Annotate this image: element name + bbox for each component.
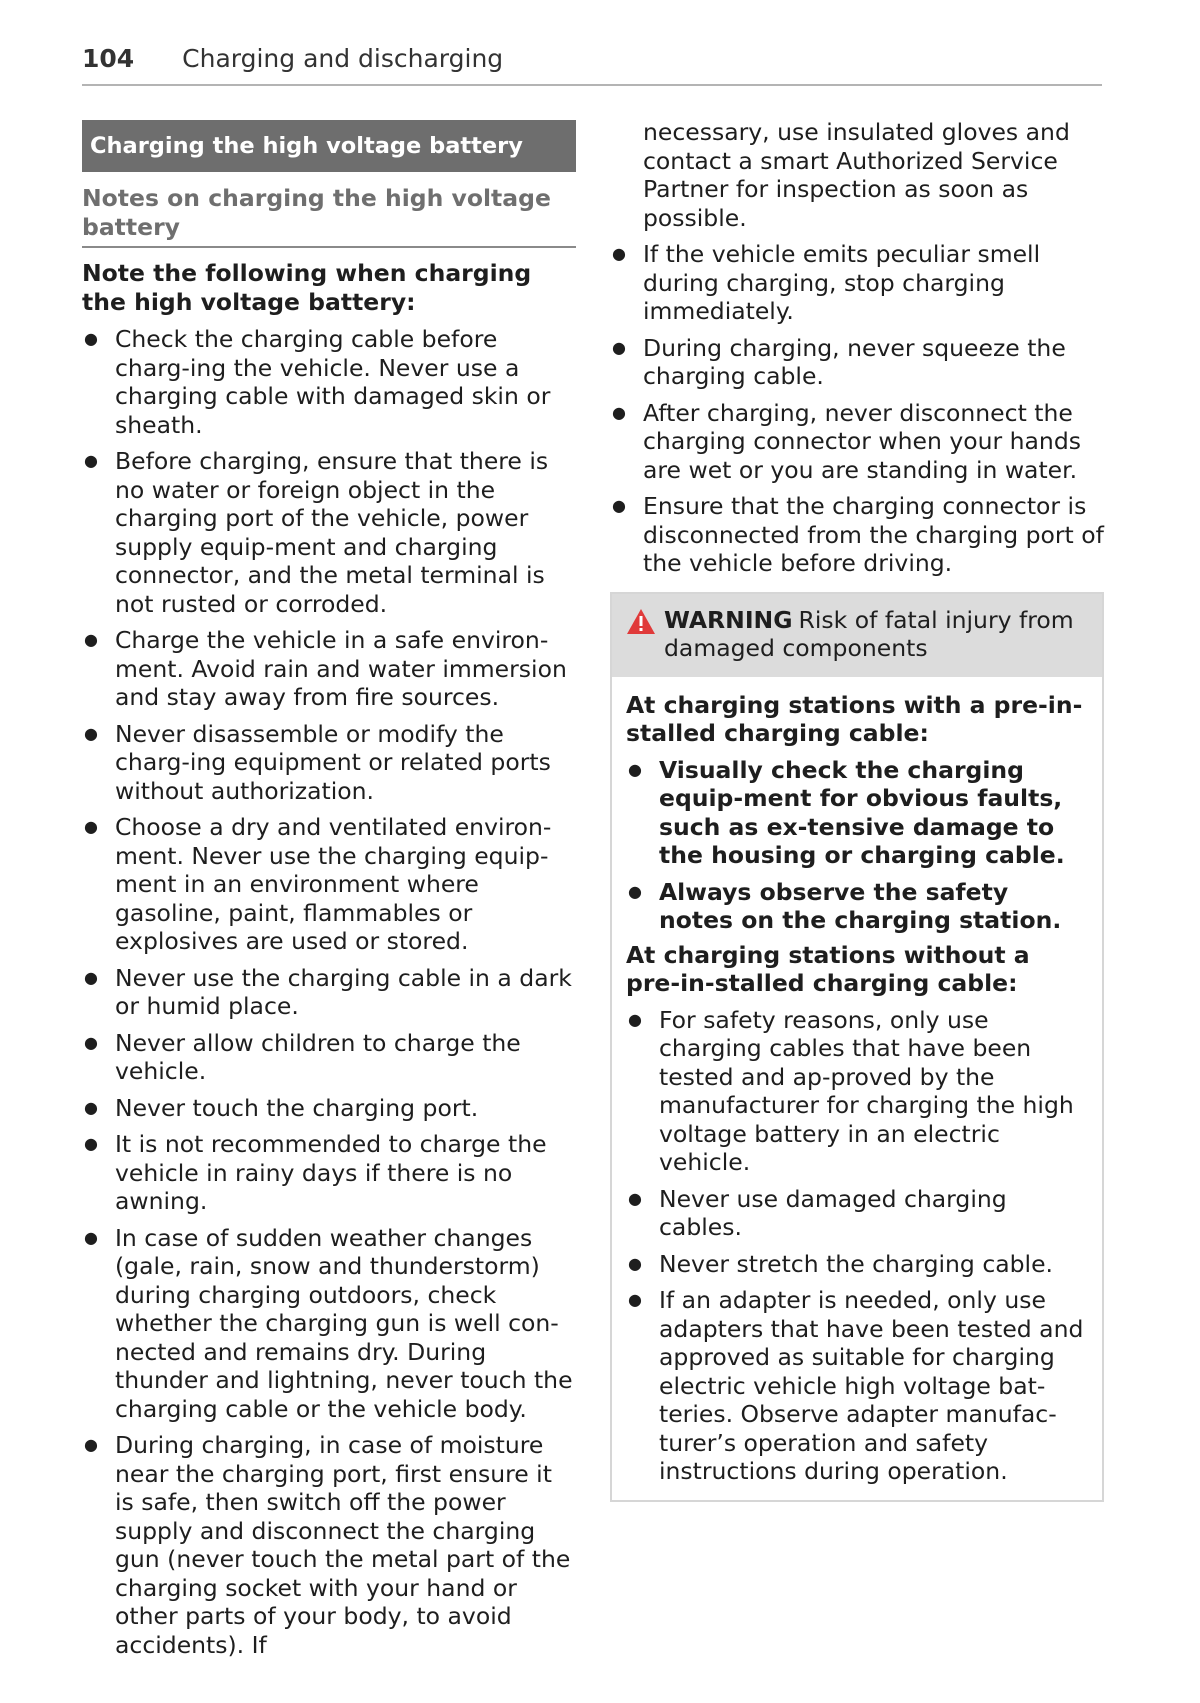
list-item: ● Charge the vehicle in a safe environ-ment. Avoid rain and water immersion and stay away from fire sources. bbox=[82, 626, 576, 712]
list-item: ● Ensure that the charging connector is disconnected from the charging port of the vehicle before driving. bbox=[610, 492, 1104, 578]
warning-list-1 bbox=[626, 756, 1088, 935]
list-item: ● Always observe the safety notes on the charging station. bbox=[626, 878, 1088, 935]
list-item: ● After charging, never disconnect the charging connector when your hands are wet or you are standing in water. bbox=[610, 399, 1104, 485]
list-item: ● If the vehicle emits peculiar smell during charging, stop charging immediately. bbox=[610, 240, 1104, 326]
warning-list-2 bbox=[626, 1006, 1088, 1486]
continued-text: necessary, use insulated gloves and contact a smart Authorized Service Partner for inspection as soon as possible. bbox=[643, 118, 1070, 232]
list-item: ● Never use damaged charging cables. bbox=[626, 1185, 1088, 1242]
chapter-title: Charging and discharging bbox=[182, 44, 504, 73]
list-item: ● During charging, never squeeze the charging cable. bbox=[610, 334, 1104, 391]
warning-subheading: At charging stations with a pre-in-stalled charging cable: bbox=[626, 690, 1083, 747]
warning-header bbox=[612, 594, 1102, 677]
page-header bbox=[82, 44, 1102, 86]
list-item: ● If an adapter is needed, only use adapters that have been tested and approved as suitable for charging electric vehicle high voltage bat-teries. Observe adapter manufac-turer’s operation and safety instructions during operation. bbox=[626, 1286, 1088, 1486]
warning-box bbox=[610, 592, 1104, 1502]
list-item: ● Never touch the charging port. bbox=[82, 1094, 576, 1123]
list-item: ● Never stretch the charging cable. bbox=[626, 1250, 1088, 1279]
list-item: ● Visually check the charging equip-ment for obvious faults, such as ex-tensive damage to the housing or charging cable. bbox=[626, 756, 1088, 870]
warning-icon bbox=[626, 608, 656, 635]
page-number: 104 bbox=[82, 44, 135, 73]
list-item: ● Never use the charging cable in a dark or humid place. bbox=[82, 964, 576, 1021]
section-title: Charging the high voltage battery bbox=[82, 120, 576, 172]
subheading: Notes on charging the high voltage battery bbox=[82, 184, 576, 248]
list-item: ● During charging, in case of moisture near the charging port, first ensure it is safe, then switch off the power supply and disconnect the charging gun (never touch the metal part of the charging socket with your hand or other parts of your body, to avoid accidents). If bbox=[82, 1431, 576, 1659]
list-item: ● It is not recommended to charge the vehicle in rainy days if there is no awning. bbox=[82, 1130, 576, 1216]
intro-text: Note the following when charging the high voltage battery: bbox=[82, 259, 532, 316]
warning-title: Risk of fatal injury from damaged components bbox=[664, 605, 1074, 662]
warning-subheading: At charging stations without a pre-in-stalled charging cable: bbox=[626, 940, 1030, 997]
warning-body bbox=[612, 677, 1102, 1500]
left-bullet-list bbox=[82, 325, 576, 1659]
warning-label: WARNING bbox=[664, 605, 793, 634]
left-column bbox=[82, 120, 576, 1659]
list-item: ● Before charging, ensure that there is no water or foreign object in the charging port of the vehicle, power supply equip-ment and charging connector, and the metal terminal is not rusted or corroded. bbox=[82, 447, 576, 618]
right-bullet-list bbox=[610, 240, 1104, 578]
list-item: ● For safety reasons, only use charging cables that have been tested and ap-proved by the manufacturer for charging the high voltage battery in an electric vehicle. bbox=[626, 1006, 1088, 1177]
list-item: ● In case of sudden weather changes (gale, rain, snow and thunderstorm) during charging outdoors, check whether the charging gun is well con-nected and remains dry. During thunder and lightning, never touch the charging cable or the vehicle body. bbox=[82, 1224, 576, 1424]
list-item: ● Never disassemble or modify the charg-ing equipment or related ports without authorization. bbox=[82, 720, 576, 806]
list-item: ● Never allow children to charge the vehicle. bbox=[82, 1029, 576, 1086]
list-item: ● Check the charging cable before charg-ing the vehicle. Never use a charging cable with damaged skin or sheath. bbox=[82, 325, 576, 439]
list-item: ● Choose a dry and ventilated environ-ment. Never use the charging equip-ment in an environment where gasoline, paint, flammables or explosives are used or stored. bbox=[82, 813, 576, 956]
right-column bbox=[610, 118, 1104, 1502]
